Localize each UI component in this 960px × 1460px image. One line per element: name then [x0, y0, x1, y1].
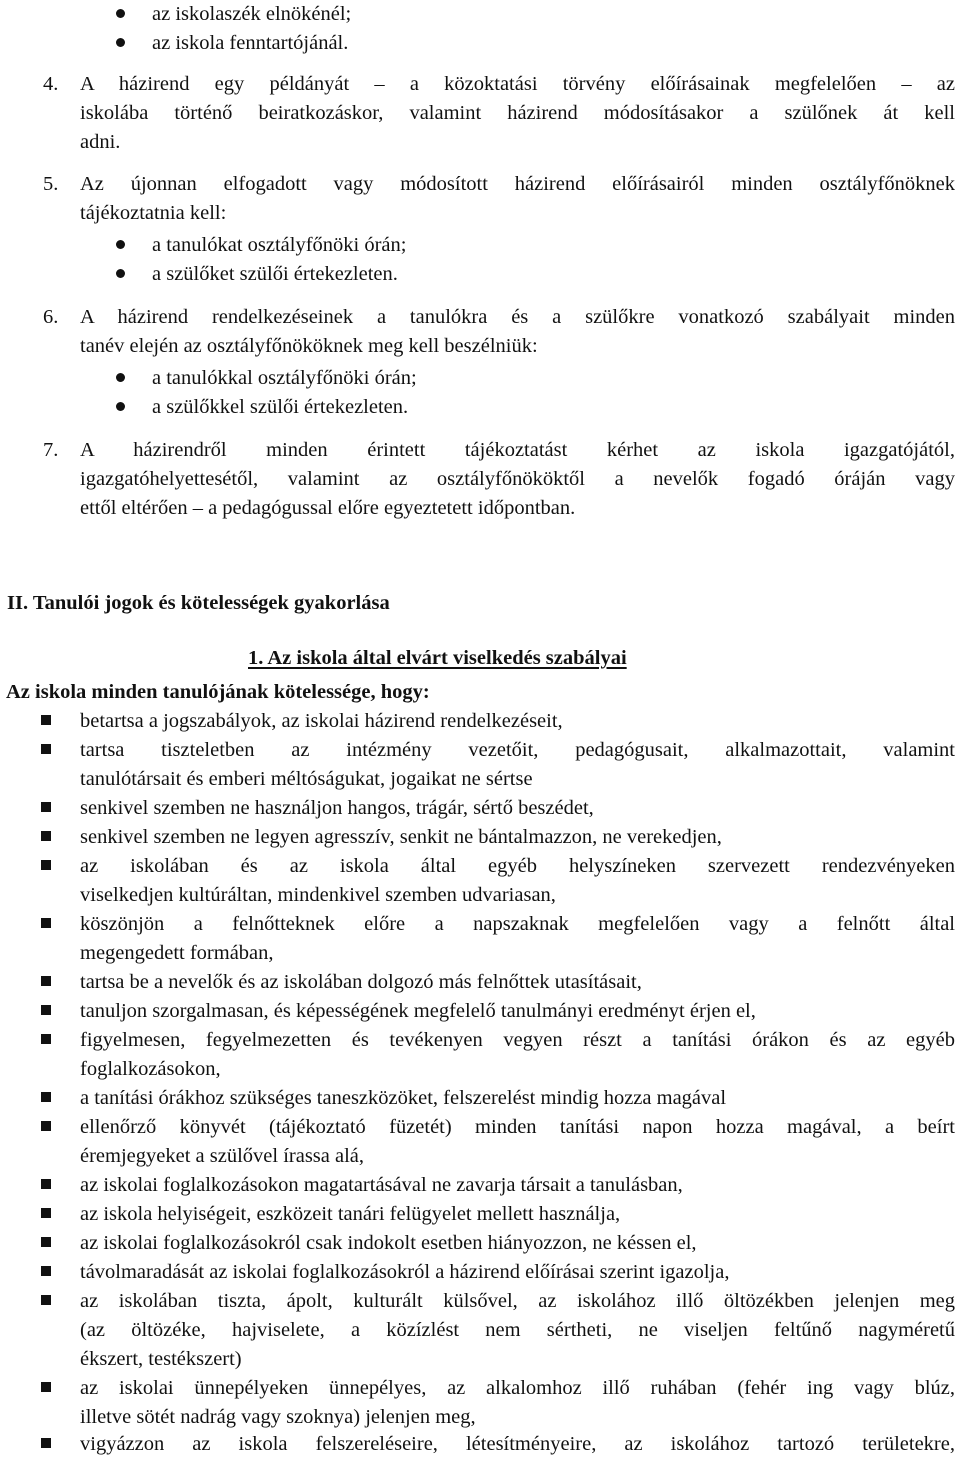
duty-line: (az öltözéke, hajviselete, a közízlést nem sértheti, ne viseljen feltűnő nagyméretű — [80, 1319, 955, 1341]
duty-line: az iskolában tiszta, ápolt, kulturált külsővel, az iskolához illő öltözékben jelenjen meg — [80, 1290, 955, 1312]
duty-line: az iskolai foglalkozásokról csak indokolt esetben hiányozzon, ne késsen el, — [80, 1232, 697, 1254]
duty-line: távolmaradását az iskolai foglalkozásokról a házirend előírásai szerint igazolja, — [80, 1261, 730, 1283]
item-line: tájékoztatnia kell: — [80, 202, 227, 224]
item-line: Az újonnan elfogadott vagy módosított házirend előírásairól minden osztályfőnöknek — [80, 173, 955, 195]
duty-line: megengedett formában, — [80, 942, 274, 964]
duty-item — [80, 1113, 955, 1171]
item-number: 6. — [43, 306, 59, 328]
duty-item — [80, 823, 955, 852]
duty-line: az iskolai foglalkozásokon magatartásával ne zavarja társait a tanulásban, — [80, 1174, 683, 1196]
duty-line: a tanítási órákhoz szükséges taneszközöket, felszerelést mindig hozza magával — [80, 1087, 727, 1109]
bullet-item — [152, 29, 952, 58]
duty-line: senkivel szemben ne legyen agresszív, senkit ne bántalmazzon, ne verekedjen, — [80, 826, 722, 848]
duty-item — [80, 1374, 955, 1432]
duty-item — [80, 1229, 955, 1258]
item-line: tanév elején az osztályfőnököknek meg kell beszélniük: — [80, 335, 538, 357]
duty-item — [80, 968, 955, 997]
duty-item — [80, 1258, 955, 1287]
duty-item — [80, 1171, 955, 1200]
duty-line: tartsa tiszteletben az intézmény vezetőit, pedagógusait, alkalmazottait, valamint — [80, 739, 955, 761]
numbered-item-6 — [43, 303, 955, 361]
bullet-item — [152, 260, 952, 289]
duty-item — [80, 1026, 955, 1084]
duty-line: betartsa a jogszabályok, az iskolai házirend rendelkezéseit, — [80, 710, 563, 732]
item-line: adni. — [80, 131, 121, 153]
bullet-item — [152, 231, 952, 260]
duty-item — [80, 794, 955, 823]
duty-item — [80, 1430, 955, 1459]
duty-line: éremjegyeket a szülővel írassa alá, — [80, 1145, 365, 1167]
bullet-text: az iskola fenntartójánál. — [152, 32, 349, 54]
duty-item — [80, 1287, 955, 1374]
duty-item — [80, 852, 955, 910]
bullet-item — [152, 364, 952, 393]
bullet-item — [152, 0, 952, 29]
numbered-item-7 — [43, 436, 955, 523]
bullet-text: az iskolaszék elnökénél; — [152, 3, 352, 25]
duty-item — [80, 736, 955, 794]
bullet-text: a szülőket szülői értekezleten. — [152, 263, 398, 285]
duty-line: ékszert, testékszert) — [80, 1348, 242, 1370]
duty-line: illetve sötét nadrág vagy szoknya) jelenjen meg, — [80, 1406, 476, 1428]
duty-line: tanulótársait és emberi méltóságukat, jogaikat ne sértse — [80, 768, 533, 790]
item-line: A házirend rendelkezéseinek a tanulókra és a szülőkre vonatkozó szabályait minden — [80, 306, 955, 328]
subsection-title — [248, 644, 627, 673]
duty-line: tartsa be a nevelők és az iskolában dolgozó más felnőttek utasításait, — [80, 971, 642, 993]
duty-line: köszönjön a felnőtteknek előre a napszaknak megfelelően vagy a felnőtt által — [80, 913, 955, 935]
duty-line: az iskola helyiségeit, eszközeit tanári felügyelet mellett használja, — [80, 1203, 621, 1225]
item-line: A házirend egy példányát – a közoktatási törvény előírásainak megfelelően – az — [80, 73, 955, 95]
item-line: ettől eltérően – a pedagógussal előre egyeztetett időpontban. — [80, 497, 576, 519]
subsection-title-text: 1. Az iskola által elvárt viselkedés szabályai — [248, 647, 627, 669]
item-line: igazgatóhelyettesétől, valamint az osztályfőnököktől a nevelők fogadó óráján vagy — [80, 468, 955, 490]
duty-line: ellenőrző könyvét (tájékoztató füzetét) minden tanítási napon hozza magával, a beírt — [80, 1116, 955, 1138]
duty-item — [80, 910, 955, 968]
item-number: 4. — [43, 73, 59, 95]
duty-item — [80, 997, 955, 1026]
duty-line: senkivel szemben ne használjon hangos, trágár, sértő beszédet, — [80, 797, 594, 819]
bullet-text: a szülőkkel szülői értekezleten. — [152, 396, 409, 418]
duty-item — [80, 1200, 955, 1229]
item-number: 5. — [43, 173, 59, 195]
bullet-text: a tanulókkal osztályfőnöki órán; — [152, 367, 417, 389]
duty-line: az iskolai ünnepélyeken ünnepélyes, az alkalomhoz illő ruhában (fehér ing vagy blúz, — [80, 1377, 955, 1399]
duties-intro: Az iskola minden tanulójának kötelessége, hogy: — [6, 681, 430, 703]
bullet-item — [152, 393, 952, 422]
item-line: iskolába történő beiratkozáskor, valamint házirend módosításakor a szülőnek át kell — [80, 102, 955, 124]
duty-line: viselkedjen kultúráltan, mindenkivel szemben udvariasan, — [80, 884, 556, 906]
item-line: A házirendről minden érintett tájékoztatást kérhet az iskola igazgatójától, — [80, 439, 955, 461]
numbered-item-5 — [43, 170, 955, 228]
duty-line: figyelmesen, fegyelmezetten és tevékenyen vegyen részt a tanítási órákon és az egyéb — [80, 1029, 955, 1051]
section-title: II. Tanulói jogok és kötelességek gyakorlása — [7, 592, 390, 614]
duty-item — [80, 707, 955, 736]
duty-item — [80, 1084, 955, 1113]
bullet-text: a tanulókat osztályfőnöki órán; — [152, 234, 407, 256]
duty-line: az iskolában és az iskola által egyéb helyszíneken szervezett rendezvényeken — [80, 855, 955, 877]
duty-line: foglalkozásokon, — [80, 1058, 221, 1080]
duty-line: tanuljon szorgalmasan, és képességének megfelelő tanulmányi eredményt érjen el, — [80, 1000, 756, 1022]
duty-line: vigyázzon az iskola felszereléseire, létesítményeire, az iskolához tartozó területekre, — [80, 1433, 955, 1455]
numbered-item-4 — [43, 70, 955, 157]
item-number: 7. — [43, 439, 59, 461]
